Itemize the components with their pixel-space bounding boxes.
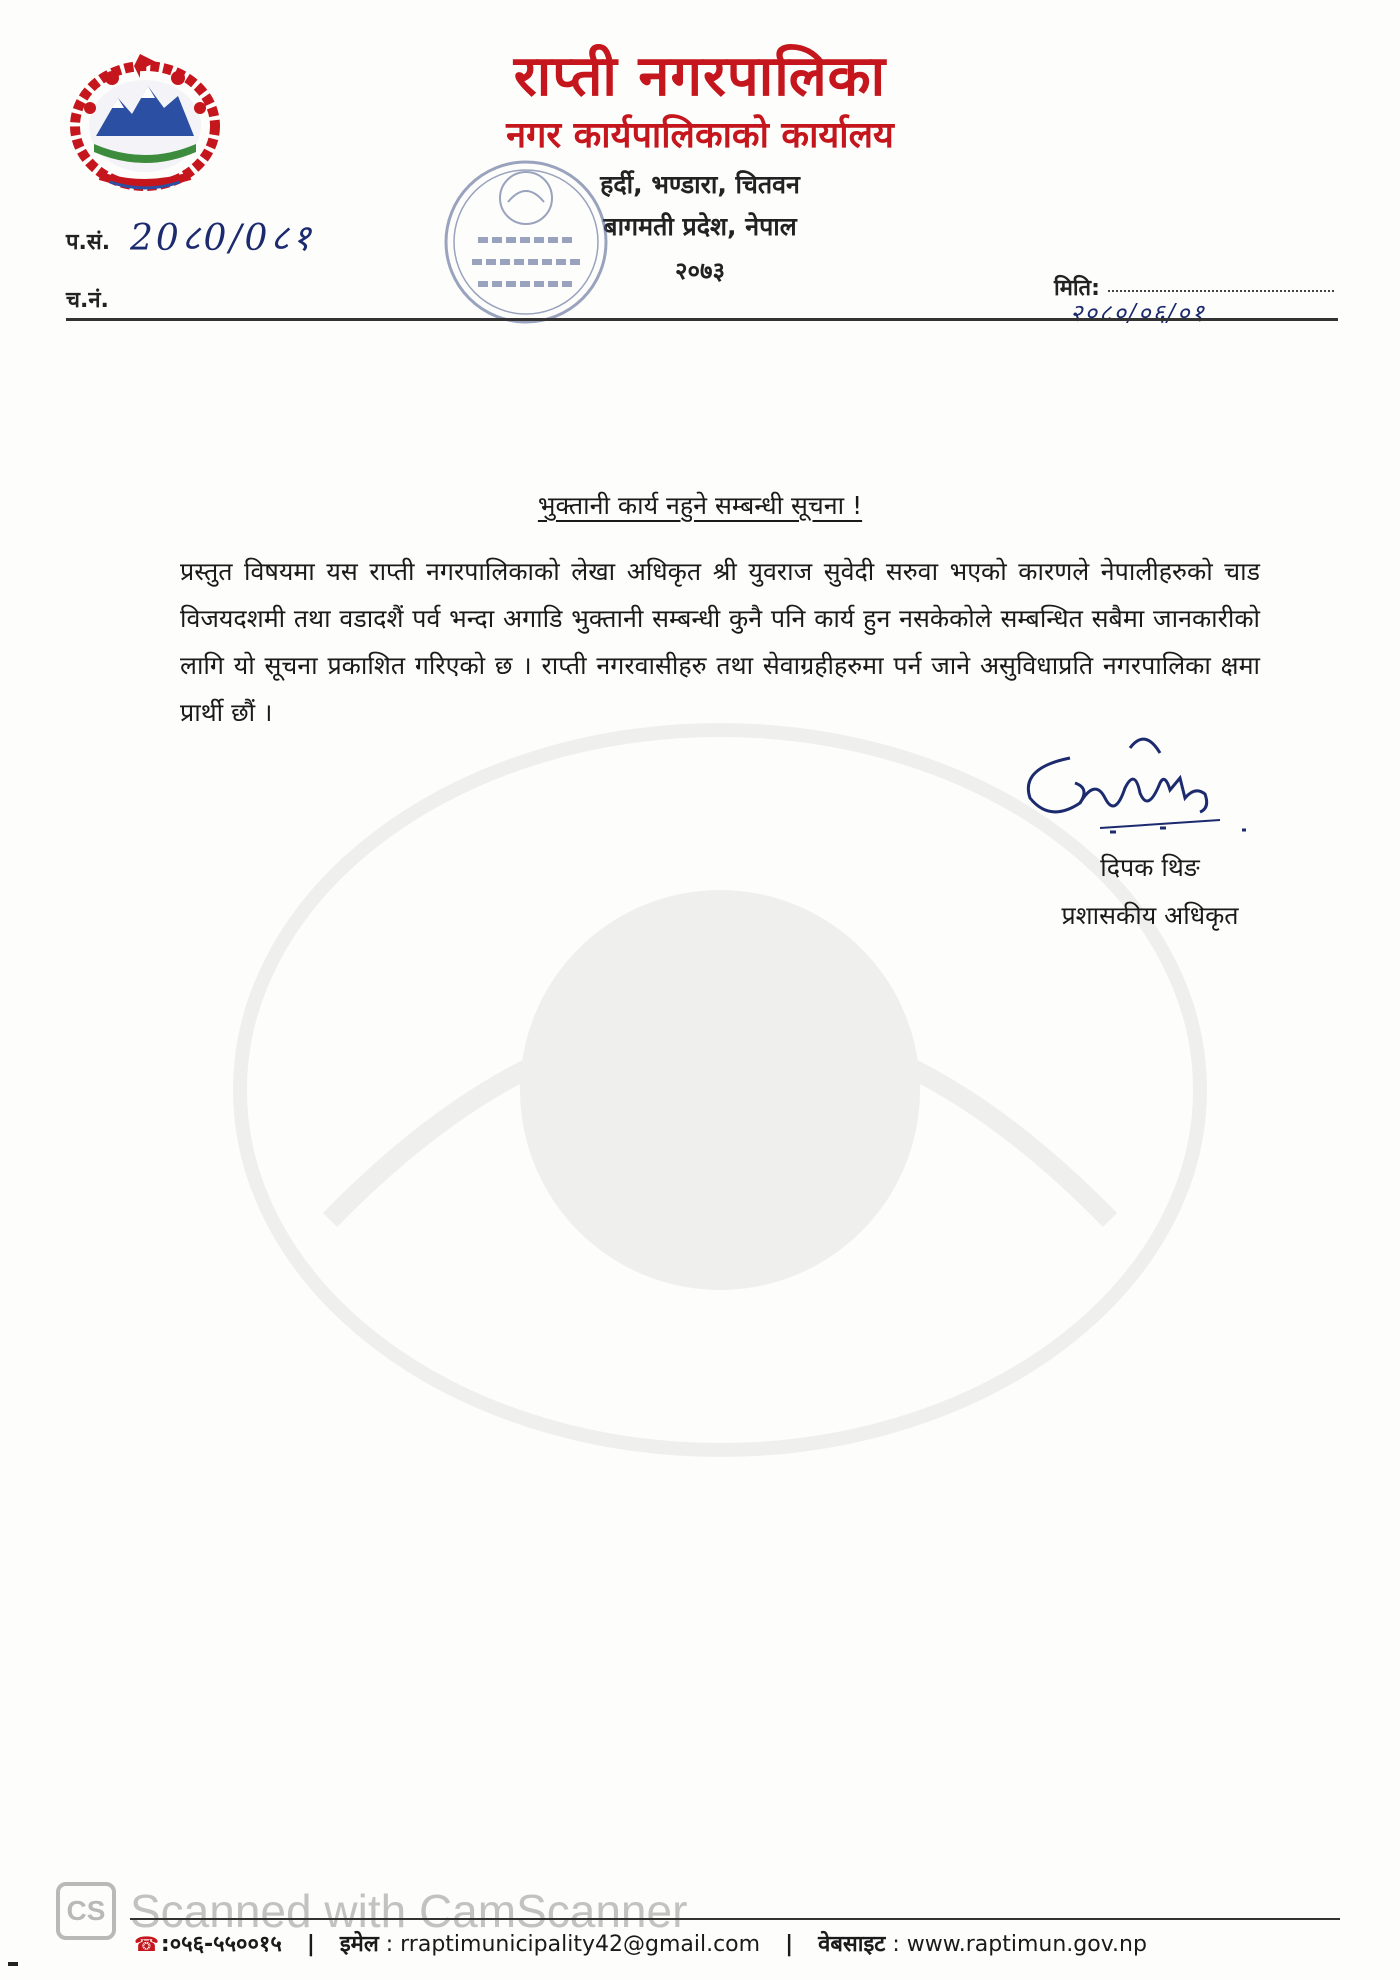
footer-separator: |: [306, 1932, 315, 1957]
camscanner-caption: Scanned with CamScanner: [130, 1885, 688, 1937]
address-line-2: बागमती प्रदेश, नेपाल: [603, 212, 797, 241]
signatory-name: दिपक थिङ: [1100, 853, 1200, 882]
footer-email: rraptimunicipality42@gmail.com: [400, 1932, 761, 1957]
established-year: २०७३: [675, 257, 725, 285]
date-value: २०८०/०६/०१: [1070, 299, 1207, 327]
ps-label: प.सं.: [66, 230, 111, 255]
footer-website-label: वेबसाइट: [818, 1932, 886, 1957]
footer-phone: :०५६-५५००१५: [160, 1932, 282, 1957]
notice-body: प्रस्तुत विषयमा यस राप्ती नगरपालिकाको लेखा अधिकृत श्री युवराज सुवेदी सरुवा भएको कारणले नेपालीहरुको चाड विजयदशमी तथा वडादशैं पर्व भन्दा अगाडि भुक्तानी सम्बन्धी कुनै पनि कार्य हुन नसकेकोले सम्बन्धित सबैमा जानकारीको लागि यो सूचना प्रकाशित गरिएको छ । राप्ती नगरवासीहरु तथा सेवाग्रहीहरुमा पर्न जाने असुविधाप्रति नगरपालिका क्षमा प्रार्थी छौं ।: [180, 557, 1260, 727]
date-dotted-line: [1108, 290, 1334, 292]
ps-number: 20८0/0८१: [130, 218, 314, 259]
signatory-title: प्रशासकीय अधिकृत: [1061, 901, 1239, 930]
header-divider: [66, 318, 1338, 321]
nepal-emblem-icon: [60, 48, 230, 198]
office-name: नगर कार्यपालिकाको कार्यालय: [506, 115, 894, 156]
office-seal-stamp: [438, 150, 613, 335]
municipality-name: राप्ती नगरपालिका: [513, 44, 887, 109]
footer-email-label: इमेल: [339, 1932, 379, 1957]
footer-website: www.raptimun.gov.np: [906, 1932, 1147, 1957]
footer-contact: ☎:०५६-५५००१५ | इमेल : rraptimunicipality42@gmail.com | वेबसाइट : www.raptimun.gov.np: [134, 1932, 1147, 1957]
address-line-1: हर्दी, भण्डारा, चितवन: [600, 170, 800, 199]
phone-icon: ☎: [134, 1932, 159, 1956]
footer-separator: |: [785, 1932, 794, 1957]
notice-subject: [380, 488, 1020, 522]
notice-subject-text: भुक्तानी कार्य नहुने सम्बन्धी सूचना !: [537, 491, 863, 520]
scan-artifact: [8, 1962, 18, 1966]
cn-label: च.नं.: [66, 288, 109, 313]
date-label: मिति:: [1054, 276, 1100, 301]
camscanner-logo-icon: CS: [56, 1882, 116, 1940]
handwritten-signature: [1010, 728, 1260, 838]
footer-divider: [130, 1918, 1340, 1920]
